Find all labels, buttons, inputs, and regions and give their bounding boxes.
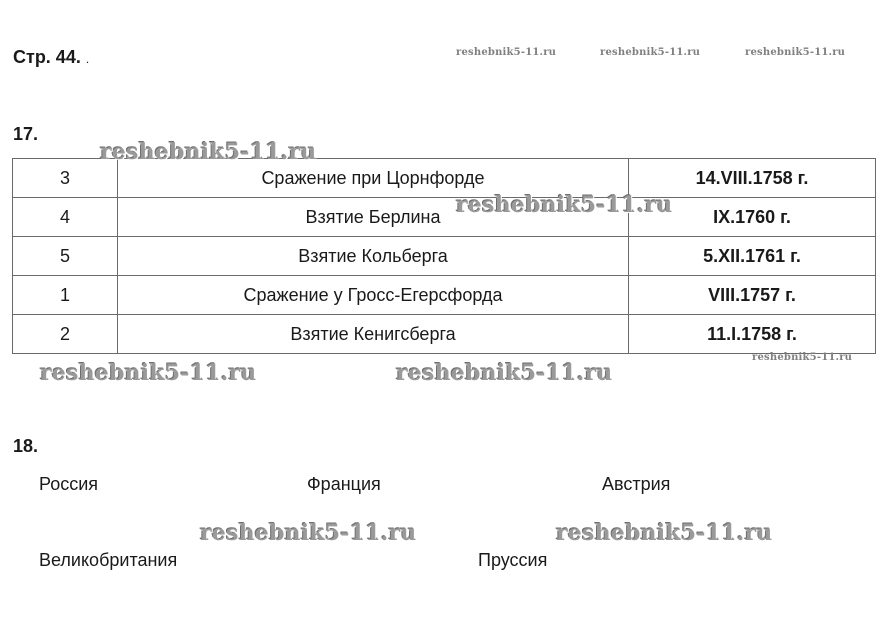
table-row bbox=[13, 237, 876, 276]
table-row bbox=[13, 276, 876, 315]
watermark: reshebnik5-11.ru bbox=[200, 520, 417, 546]
page-label-dot: . bbox=[85, 52, 90, 66]
event-name: Взятие Кольберга bbox=[118, 237, 629, 276]
table-row bbox=[13, 315, 876, 354]
events-table bbox=[12, 158, 876, 354]
page-title bbox=[13, 47, 89, 68]
country-label: Пруссия bbox=[478, 550, 548, 570]
event-order: 3 bbox=[13, 159, 118, 198]
event-date: 5.XII.1761 г. bbox=[629, 237, 876, 276]
watermark: reshebnik5-11.ru bbox=[456, 47, 557, 58]
event-order: 2 bbox=[13, 315, 118, 354]
country-label: Великобритания bbox=[39, 550, 178, 570]
watermark: reshebnik5-11.ru bbox=[100, 139, 317, 165]
watermark: reshebnik5-11.ru bbox=[396, 360, 613, 386]
watermark: reshebnik5-11.ru bbox=[745, 47, 846, 58]
task-18-number: 18. bbox=[13, 436, 39, 456]
watermark: reshebnik5-11.ru bbox=[40, 360, 257, 386]
watermark: reshebnik5-11.ru bbox=[752, 352, 853, 363]
country-label: Австрия bbox=[602, 474, 671, 494]
event-name: Взятие Кенигсберга bbox=[118, 315, 629, 354]
page-label: Стр. 44. bbox=[13, 47, 81, 67]
event-name: Сражение у Гросс-Егерсфорда bbox=[118, 276, 629, 315]
event-order: 1 bbox=[13, 276, 118, 315]
event-date: IX.1760 г. bbox=[629, 198, 876, 237]
event-order: 4 bbox=[13, 198, 118, 237]
watermark: reshebnik5-11.ru bbox=[556, 520, 773, 546]
event-date: VIII.1757 г. bbox=[629, 276, 876, 315]
watermark: reshebnik5-11.ru bbox=[456, 192, 673, 218]
watermark: reshebnik5-11.ru bbox=[600, 47, 701, 58]
task-17-number: 17. bbox=[13, 124, 39, 144]
event-name: Взятие Берлина bbox=[118, 198, 629, 237]
event-date: 14.VIII.1758 г. bbox=[629, 159, 876, 198]
country-label: Франция bbox=[307, 474, 381, 494]
event-order: 5 bbox=[13, 237, 118, 276]
event-date: 11.I.1758 г. bbox=[629, 315, 876, 354]
table-row bbox=[13, 198, 876, 237]
event-name: Сражение при Цорнфорде bbox=[118, 159, 629, 198]
country-label: Россия bbox=[39, 474, 99, 494]
